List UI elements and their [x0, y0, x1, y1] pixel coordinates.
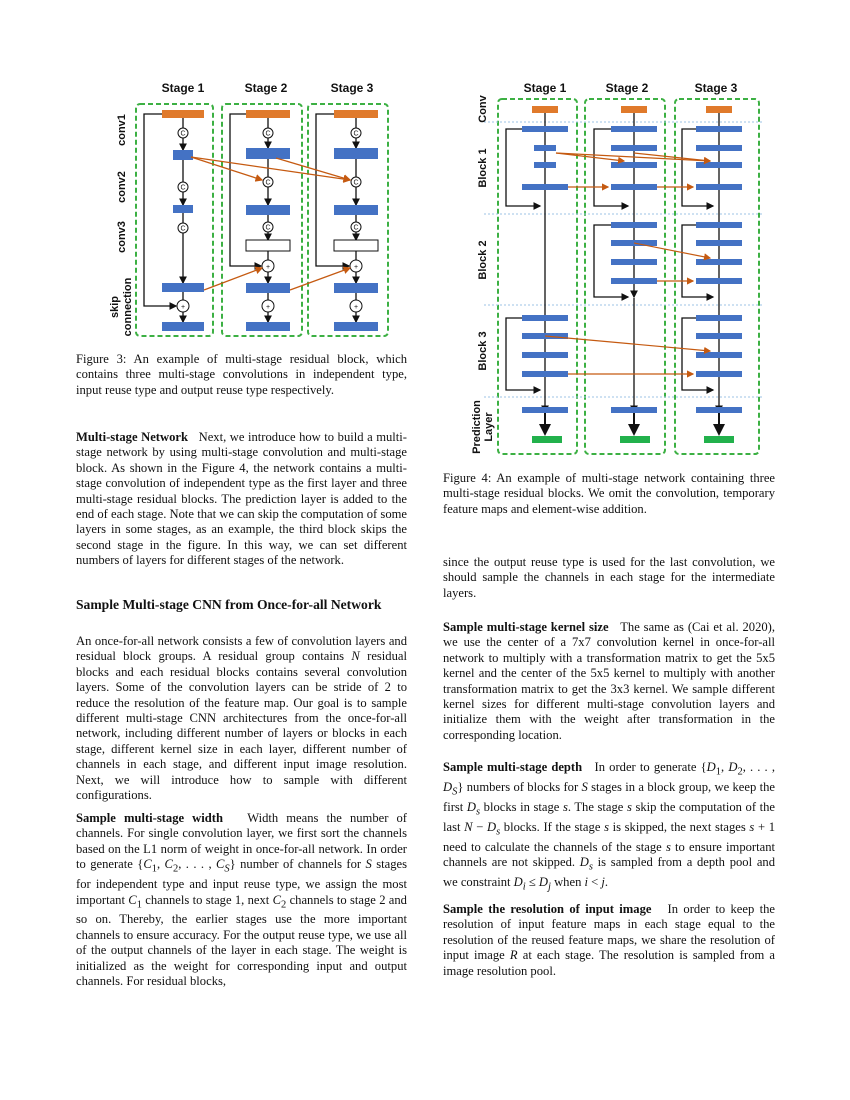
- svg-text:C: C: [353, 224, 359, 232]
- svg-text:C: C: [265, 179, 271, 187]
- svg-text:C: C: [180, 130, 186, 138]
- svg-text:C: C: [265, 224, 271, 232]
- fig3-row-label-conv1: conv1: [116, 114, 128, 146]
- fig4-stage-2-label: Stage 2: [605, 81, 649, 95]
- fig3-row-label-conv3: conv3: [116, 221, 128, 253]
- figure-3-diagram: [96, 72, 396, 342]
- figure-4-diagram: [470, 72, 770, 462]
- run-in-heading-depth: Sample multi-stage depth: [443, 760, 583, 774]
- fig4-row-label-block3: Block 3: [477, 331, 489, 371]
- svg-text:+: +: [353, 304, 359, 311]
- paragraph-depth: Sample multi-stage depth In order to generate {$D_1$, $D_2$, . . . , $D_S$} numbers of blocks for S stages in a block group, we keep the first $D_s$ blocks in stage s. The stage s skip the computation of the last $N - D_s$ blocks. If the stage s is skipped, the next stages s + 1 need to calculate the channels of the stage s to ensure important channels are not skipped. $D_s$ is sampled from a depth pool and we constraint $D_i \le D_j$ when i < j.: [443, 760, 776, 893]
- fig3-row-label-skip: skipconnection: [109, 277, 134, 337]
- fig3-stage-3-label: Stage 3: [330, 81, 374, 95]
- svg-text:C: C: [265, 130, 271, 138]
- paragraph-kernel-size: [443, 620, 775, 743]
- svg-text:+: +: [265, 304, 271, 311]
- run-in-heading-kernel: Sample multi-stage kernel size: [443, 620, 609, 634]
- fig4-stage-1-label: Stage 1: [523, 81, 567, 95]
- paragraph-sample-cnn: [76, 634, 407, 803]
- svg-text:+: +: [180, 304, 186, 311]
- fig4-row-label-conv: Conv: [477, 95, 489, 123]
- run-in-heading-resolution: Sample the resolution of input image: [443, 902, 652, 916]
- fig3-stage-3-box: [308, 104, 388, 336]
- fig3-stage-2-label: Stage 2: [244, 81, 288, 95]
- section-heading-sample-cnn: Sample Multi-stage CNN from Once-for-all Network: [76, 597, 382, 612]
- fig4-row-label-prediction: PredictionLayer: [471, 400, 495, 454]
- fig4-stage-3-box: [675, 99, 759, 454]
- sample-cnn-text: An once-for-all network consists a few of convolution layers and residual block groups. A residual group contains N residual blocks and each residual blocks contains several convolution layers. Some of the convolution layers can be stride of 2 to reduce the resolution of the feature map. Our goal is to sample different multi-stage CNN architectures from the once-for-all network, including different number of layers or blocks in each stage, different kernel size in each layer, different number of channels in each stage, and different input image resolution. Next, we will introduce how to sample with different configurations.: [76, 634, 407, 803]
- figure-3-caption: Figure 3: An example of multi-stage residual block, which contains three multi-stage convolutions in independent type, input reuse type and output reuse type respectively.: [76, 352, 407, 397]
- run-in-heading-multistage-network: Multi-stage Network: [76, 430, 188, 444]
- fig4-stage-1-box: [498, 99, 577, 454]
- paragraph-multistage-network: [76, 430, 407, 569]
- kernel-text: The same as (Cai et al. 2020), we use the center of a 7x7 convolution kernel in once-for-all network to multiply with a transformation matrix to get the 5x5 kernel and the center of the 5x5 kernel to multiply with another transformation matrix to get the 3x3 kernel. We sample different kernel sizes for different multi-stage convolution layers and initialize them with the weight after transformation in the corresponding location.: [443, 620, 776, 742]
- fig3-stage-1-label: Stage 1: [161, 81, 205, 95]
- paragraph-sample-width: Sample multi-stage width Width means the number of channels. For single convolution layer, we first sort the channels based on the L1 norm of weight in once-for-all network. In order to generate {$C_1$, $C_2$, . . . , $C_S$} number of channels for S stages for independent type and input reuse type, we assign the most important $C_1$ channels to stage 1, next $C_2$ channels to stage 2 and so on. Thereby, the earlier stages use the more important channels to ensure accuracy. For the output reuse type, we use all of the output channels of the layer in each stage. The weight is initialized as the weight for corresponding input and output channels. For residual blocks,: [76, 811, 407, 989]
- fig3-stage-2-box: [222, 104, 302, 336]
- svg-text:+: +: [353, 264, 359, 271]
- figure-4-caption: Figure 4: An example of multi-stage network containing three multi-stage residual blocks. We omit the convolution, temporary feature maps and element-wise addition.: [443, 471, 775, 516]
- svg-text:C: C: [180, 225, 186, 233]
- fig4-row-label-block1: Block 1: [477, 148, 489, 188]
- fig4-stage-3-label: Stage 3: [694, 81, 738, 95]
- fig4-stage-2-box: [585, 99, 665, 454]
- run-in-heading-width: Sample multi-stage width: [76, 811, 223, 825]
- fig4-row-label-block2: Block 2: [477, 240, 489, 280]
- fig3-row-label-conv2: conv2: [116, 171, 128, 203]
- svg-text:C: C: [353, 130, 359, 138]
- svg-text:C: C: [353, 179, 359, 187]
- fig3-stage-1-box: [136, 104, 213, 336]
- svg-text:+: +: [265, 264, 271, 271]
- multistage-network-text: Next, we introduce how to build a multi-stage network by using multi-stage convolution and multi-stage block. As shown in the Figure 4, the network contains a multi-stage convolution of independent type as the first layer and three multi-stage residual blocks. The prediction layer is added to the end of each stage. Note that we can skip the computation of some layers in some stages, as an example, the third block skips the second stage in the figure. In this way, we can set different numbers of layers for different stages of the network.: [76, 430, 407, 568]
- svg-text:C: C: [180, 184, 186, 192]
- paragraph-resolution: Sample the resolution of input image In order to keep the resolution of input feature maps in each stage equal to the resolution of the reused feature maps, we share the resolution of input image R at each stage. The resolution is sampled from a image resolution pool.: [443, 902, 775, 978]
- paragraph-continuation: since the output reuse type is used for the last convolution, we should sample the channels in each stage for the intermediate layers.: [443, 555, 775, 600]
